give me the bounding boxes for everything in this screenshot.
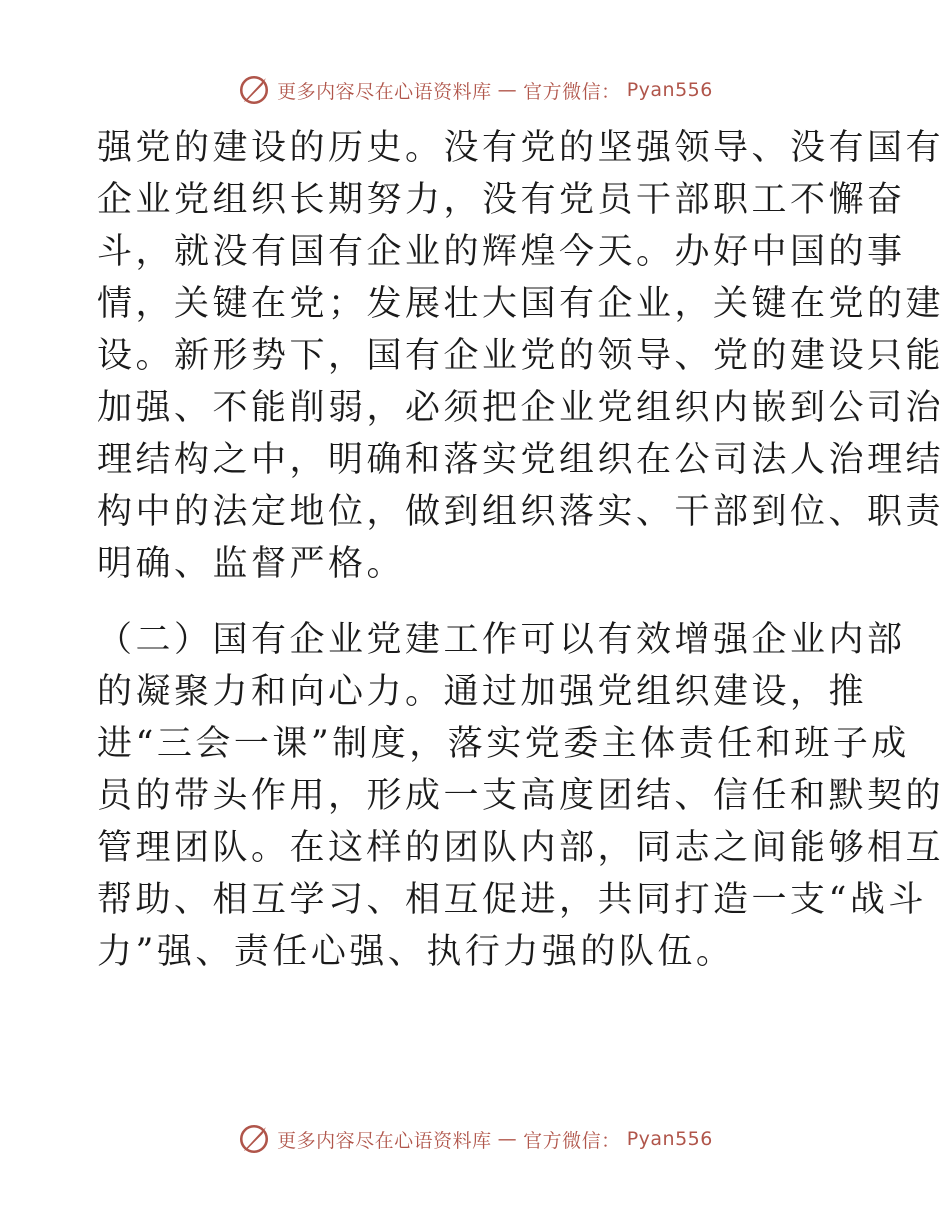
watermark-wechat-id: Pyan556 (626, 1128, 713, 1150)
watermark-text: 更多内容尽在心语资料库 (277, 1129, 492, 1152)
text-line: 斗，就没有国有企业的辉煌今天。办好中国的事 (97, 232, 906, 272)
paragraph-spacer (97, 590, 857, 614)
quill-logo-icon (237, 1122, 271, 1156)
watermark-separator: — (497, 79, 518, 101)
text-line: 强党的建设的历史。没有党的坚强领导、没有国有 (97, 128, 945, 168)
text-line: 企业党组织长期努力，没有党员干部职工不懈奋 (97, 180, 906, 220)
text-line: 力”强、责任心强、执行力强的队伍。 (97, 932, 735, 972)
quill-logo-icon (237, 73, 271, 107)
watermark-wechat-label: 官方微信： (523, 80, 621, 103)
document-body (97, 122, 945, 978)
watermark-separator: — (497, 1128, 518, 1150)
text-line: 理结构之中，明确和落实党组织在公司法人治理结 (97, 440, 945, 480)
paragraph (97, 614, 945, 978)
footer-watermark (0, 1121, 950, 1157)
header-watermark (0, 72, 950, 108)
watermark-wechat-label: 官方微信： (523, 1129, 621, 1152)
text-line: 管理团队。在这样的团队内部，同志之间能够相互 (97, 828, 945, 868)
paragraph (97, 122, 945, 590)
text-line: （二）国有企业党建工作可以有效增强企业内部 (97, 620, 906, 660)
watermark-wechat-id: Pyan556 (626, 79, 713, 101)
text-line: 情，关键在党；发展壮大国有企业，关键在党的建 (97, 284, 945, 324)
text-line: 进“三会一课”制度，落实党委主体责任和班子成 (97, 724, 910, 764)
text-line: 帮助、相互学习、相互促进，共同打造一支“战斗 (97, 880, 927, 920)
text-line: 员的带头作用，形成一支高度团结、信任和默契的 (97, 776, 945, 816)
text-line: 构中的法定地位，做到组织落实、干部到位、职责 (97, 492, 945, 532)
watermark-text: 更多内容尽在心语资料库 (277, 80, 492, 103)
text-line: 明确、监督严格。 (97, 544, 406, 584)
text-line: 设。新形势下，国有企业党的领导、党的建设只能 (97, 336, 945, 376)
text-line: 加强、不能削弱，必须把企业党组织内嵌到公司治 (97, 388, 945, 428)
text-line: 的凝聚力和向心力。通过加强党组织建设，推 (97, 672, 868, 712)
